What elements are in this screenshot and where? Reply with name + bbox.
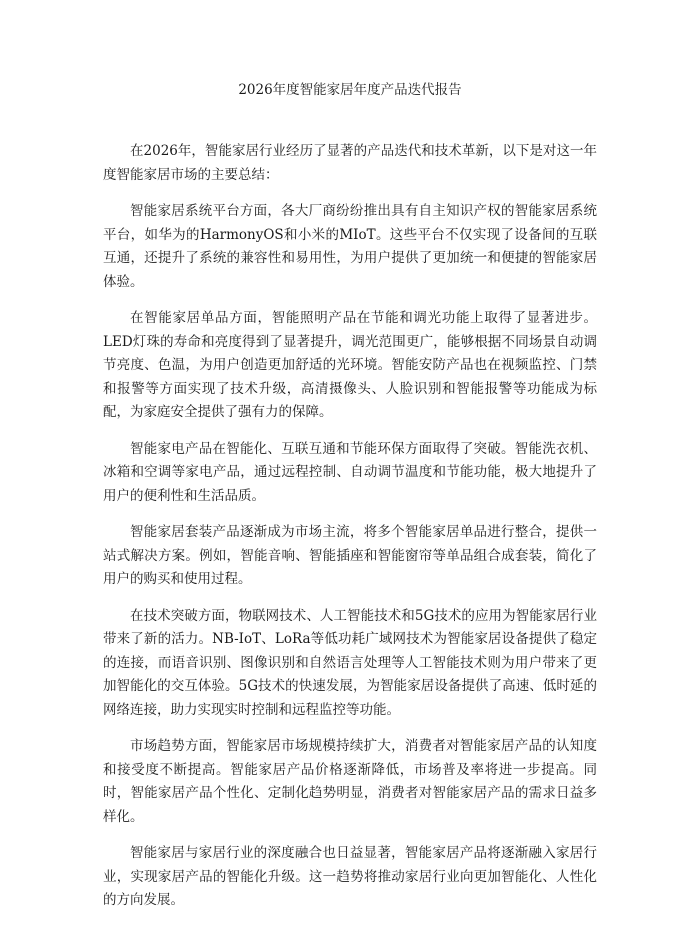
paragraph-market-trends: 市场趋势方面，智能家居市场规模持续扩大，消费者对智能家居产品的认知度和接受度不断提高。智能家居产品价格逐渐降低，市场普及率将进一步提高。同时，智能家居产品个性化、定制化趋势明显，消费者对智能家居产品的需求日益多样化。 (103, 738, 597, 825)
paragraph-appliances: 智能家电产品在智能化、互联互通和节能环保方面取得了突破。智能洗衣机、冰箱和空调等家电产品，通过远程控制、自动调节温度和节能功能，极大地提升了用户的便利性和生活品质。 (103, 440, 597, 504)
paragraph-integration: 智能家居与家居行业的深度融合也日益显著，智能家居产品将逐渐融入家居行业，实现家居产品的智能化升级。这一趋势将推动家居行业向更加智能化、人性化的方向发展。 (103, 845, 597, 908)
document-title: 2026年度智能家居年度产品迭代报告 (238, 82, 462, 98)
paragraph-bundles: 智能家居套装产品逐渐成为市场主流，将多个智能家居单品进行整合，提供一站式解决方案。例如，智能音响、智能插座和智能窗帘等单品组合成套装，简化了用户的购买和使用过程。 (103, 524, 597, 587)
paragraph-platform: 智能家居系统平台方面，各大厂商纷纷推出具有自主知识产权的智能家居系统平台，如华为的HarmonyOS和小米的MIoT。这些平台不仅实现了设备间的互联互通，还提升了系统的兼容性和易用性，为用户提供了更加统一和便捷的智能家居体验。 (103, 203, 597, 290)
document-body (103, 140, 597, 926)
paragraph-intro: 在2026年，智能家居行业经历了显著的产品迭代和技术革新，以下是对这一年度智能家居市场的主要总结： (103, 143, 597, 183)
paragraph-technology: 在技术突破方面，物联网技术、人工智能技术和5G技术的应用为智能家居行业带来了新的活力。NB-IoT、LoRa等低功耗广域网技术为智能家居设备提供了稳定的连接，而语音识别、图像识别和自然语言处理等人工智能技术则为用户带来了更加智能化的交互体验。5G技术的快速发展，为智能家居设备提供了高速、低时延的网络连接，助力实现实时控制和远程监控等功能。 (103, 607, 597, 718)
paragraph-single-products: 在智能家居单品方面，智能照明产品在节能和调光功能上取得了显著进步。LED灯珠的寿命和亮度得到了显著提升，调光范围更广，能够根据不同场景自动调节亮度、色温，为用户创造更加舒适的光环境。智能安防产品也在视频监控、门禁和报警等方面实现了技术升级，高清摄像头、人脸识别和智能报警等功能成为标配，为家庭安全提供了强有力的保障。 (103, 310, 597, 420)
